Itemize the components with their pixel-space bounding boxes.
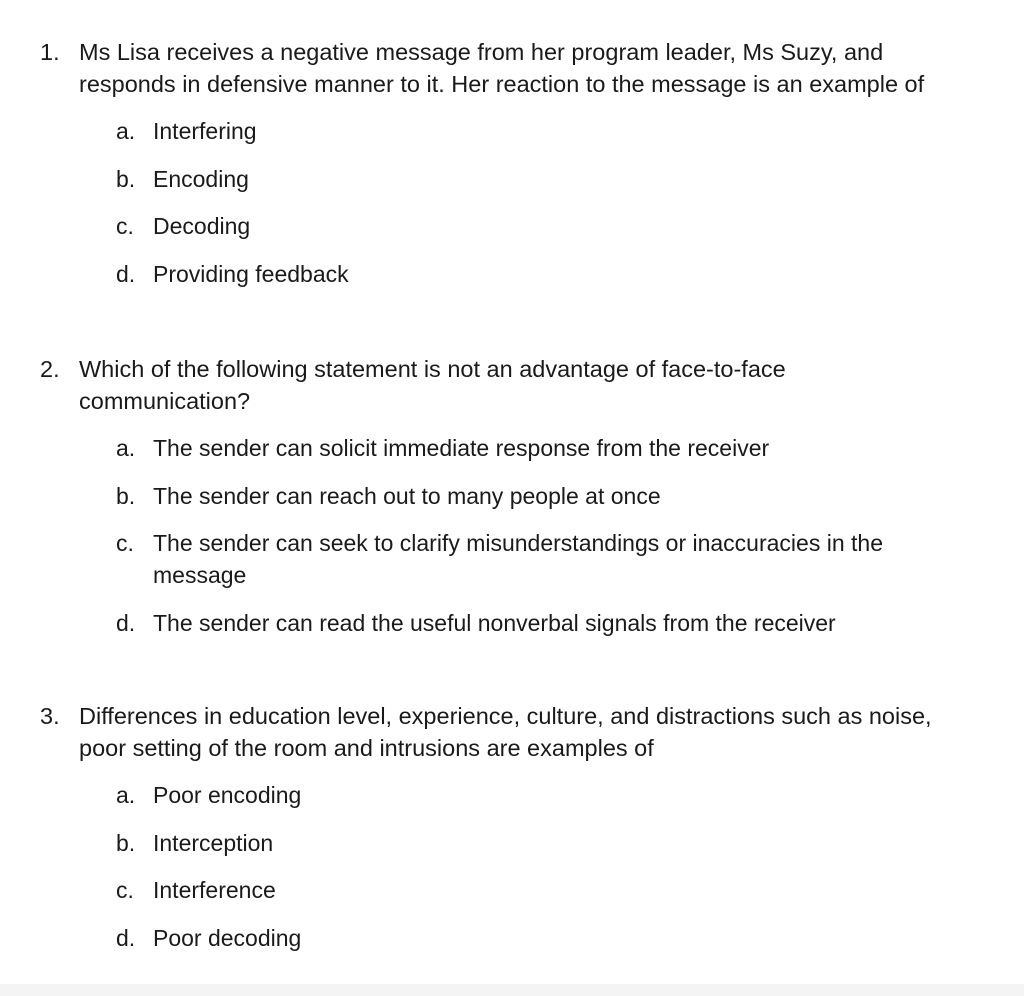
option-text: The sender can seek to clarify misunderstandings or inaccuracies in the message bbox=[153, 530, 883, 588]
question-stem bbox=[0, 353, 1024, 417]
option-text: Providing feedback bbox=[153, 260, 349, 287]
answer-options bbox=[0, 115, 1024, 290]
option-letter: d. bbox=[116, 260, 136, 287]
option-d bbox=[0, 607, 1024, 639]
option-letter: d. bbox=[116, 924, 136, 951]
question-text: Which of the following statement is not an advantage of face-to-face communication? bbox=[79, 356, 786, 414]
question-1 bbox=[0, 36, 1024, 305]
question-2 bbox=[0, 353, 1024, 654]
option-b bbox=[0, 163, 1024, 195]
option-text: Poor decoding bbox=[153, 924, 302, 951]
option-letter: a. bbox=[116, 118, 136, 144]
option-c bbox=[0, 874, 1024, 906]
page-bottom-edge bbox=[0, 984, 1024, 996]
option-text: Interception bbox=[153, 829, 274, 856]
option-c bbox=[0, 527, 1024, 591]
option-text: Poor encoding bbox=[153, 782, 302, 808]
option-d bbox=[0, 922, 1024, 954]
question-number: 1. bbox=[40, 39, 60, 65]
option-letter: c. bbox=[116, 877, 134, 903]
option-text: Interference bbox=[153, 877, 276, 903]
option-text: The sender can read the useful nonverbal signals from the receiver bbox=[153, 609, 836, 636]
option-c bbox=[0, 210, 1024, 242]
question-number: 2. bbox=[40, 356, 60, 382]
question-stem bbox=[0, 36, 1024, 100]
option-text: Interfering bbox=[153, 118, 257, 144]
option-a bbox=[0, 432, 1024, 464]
question-number: 3. bbox=[40, 703, 60, 729]
answer-options bbox=[0, 779, 1024, 954]
option-letter: d. bbox=[116, 609, 136, 636]
option-a bbox=[0, 779, 1024, 811]
option-d bbox=[0, 258, 1024, 290]
option-text: The sender can reach out to many people at once bbox=[153, 482, 661, 509]
question-text: Differences in education level, experience, culture, and distractions such as noise, poor setting of the room and intrusions are examples of bbox=[79, 703, 932, 761]
option-text: Encoding bbox=[153, 165, 249, 192]
option-b bbox=[0, 827, 1024, 859]
option-letter: a. bbox=[116, 782, 136, 808]
option-text: The sender can solicit immediate response from the receiver bbox=[153, 435, 770, 461]
option-a bbox=[0, 115, 1024, 147]
option-letter: b. bbox=[116, 482, 136, 509]
question-3 bbox=[0, 700, 1024, 969]
option-letter: b. bbox=[116, 829, 136, 856]
option-letter: c. bbox=[116, 530, 134, 556]
question-text: Ms Lisa receives a negative message from her program leader, Ms Suzy, and responds in defensive manner to it. Her reaction to the message is an example of bbox=[79, 39, 925, 97]
option-letter: b. bbox=[116, 165, 136, 192]
option-letter: c. bbox=[116, 213, 134, 239]
option-text: Decoding bbox=[153, 213, 251, 239]
answer-options bbox=[0, 432, 1024, 639]
option-letter: a. bbox=[116, 435, 136, 461]
question-stem bbox=[0, 700, 1024, 764]
option-b bbox=[0, 480, 1024, 512]
